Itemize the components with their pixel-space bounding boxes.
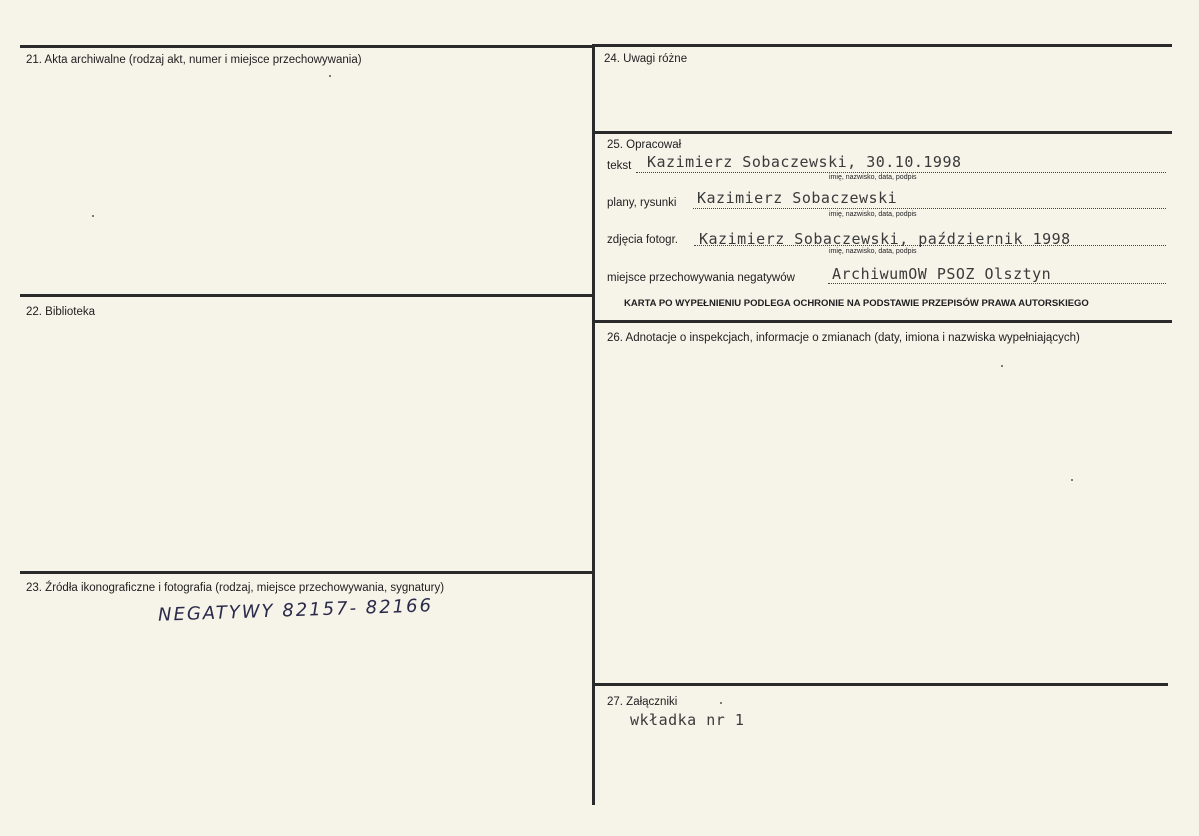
tekst-label: tekst [607,160,632,172]
paper-speck [1001,365,1003,367]
section-26-label: 26. Adnotacje o inspekcjach, informacje o zmianach (daty, imiona i nazwiska wypełniających) [607,332,1080,344]
divider-22-23 [20,571,594,574]
handwritten-negatives-note: NEGATYWY 82157- 82166 [157,595,434,626]
tekst-line [636,172,1166,173]
plany-value: Kazimierz Sobaczewski [697,189,898,207]
paper-speck [720,702,722,704]
negatywy-line [828,283,1166,284]
divider-21-22 [20,294,594,297]
center-divider [592,45,595,805]
section-22-label: 22. Biblioteka [26,306,96,318]
copyright-notice: KARTA PO WYPEŁNIENIU PODLEGA OCHRONIE NA PODSTAWIE PRZEPISÓW PRAWA AUTORSKIEGO [624,298,1089,309]
plany-label: plany, rysunki [607,197,677,209]
divider-25-26 [592,320,1172,323]
top-rule-left [20,45,594,48]
zdjecia-value: Kazimierz Sobaczewski, październik 1998 [699,230,1071,248]
divider-24-25 [592,131,1172,134]
paper-speck [1071,479,1073,481]
section-23-label: 23. Źródła ikonograficzne i fotografia (rodzaj, miejsce przechowywania, sygnatury) [26,582,445,594]
section-27-label: 27. Załączniki [607,696,678,708]
zdjecia-caption: imię, nazwisko, data, podpis [829,248,917,255]
zdjecia-label: zdjęcia fotogr. [607,234,678,246]
section-25-label: 25. Opracował [607,139,682,151]
paper-speck [92,215,94,217]
top-rule-right [592,44,1172,47]
plany-caption: imię, nazwisko, data, podpis [829,211,917,218]
section-21-label: 21. Akta archiwalne (rodzaj akt, numer i miejsce przechowywania) [26,54,362,66]
section-24-label: 24. Uwagi różne [604,53,688,65]
paper-speck [329,75,331,77]
negatywy-value: ArchiwumOW PSOZ Olsztyn [832,265,1052,283]
tekst-value: Kazimierz Sobaczewski, 30.10.1998 [647,153,962,171]
divider-26-27 [592,683,1168,686]
plany-line [693,208,1166,209]
negatywy-label: miejsce przechowywania negatywów [607,272,795,284]
attachments-value: wkładka nr 1 [630,711,745,729]
tekst-caption: imię, nazwisko, data, podpis [829,174,917,181]
